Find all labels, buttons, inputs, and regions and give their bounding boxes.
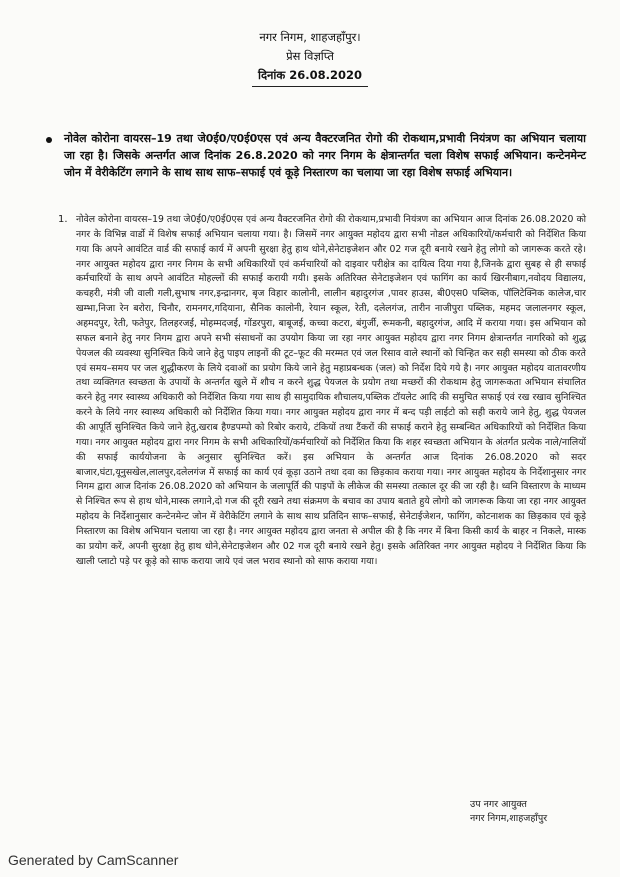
main-paragraph [58,213,586,570]
paragraph-text: नोवेल कोरोना वायरस–19 तथा जे0ई0/ए0ई0एस एवं अन्य वैक्टरजनित रोगो की रोकथाम,प्रभावी नियंत्रण का अभियान आज दिनांक 26.08.2020 को नगर के विभिन्न वार्डो में विशेष सफाई अभियान चलाया गया। है। जिसमें नगर आयुक्त महोदय द्वारा सभी नोडल अधिकारियों/कर्मचारी को निर्देशित किया गया कि अपने आवंटित वार्ड की सफाई कार्य में अपनी सुरक्षा हेतु हाथ धोने,सेनेटाइजेशन और 02 गज दूरी बनाये रखने हेतु लोगो को जागरूक करते रहे। नगर आयुक्त महोदय द्वारा नगर निगम के सभी अधिकारियों एवं कर्मचारियों को दाइवार परीक्षेत्र का दायित्व दिया गया है,जिनके द्वारा सुबह से ही सफाई कर्मचारियों के साथ अपने आवंटित मोहल्लों की सफाई करायी गयी। इसके अतिरिक्त सेनेटाइजेशन एवं फागिंग का कार्य खिरनीबाग,नवोदय विद्यालय, कचहरी, मंत्री जी वाली गली,सुभाष नगर,इन्द्रानगर, बृज विहार कालोनी, लालीन बहादुरगंज ,पावर हाउस, बी0एस0 पब्लिक, पॉलिटेक्निक कालेज,चार खम्भा,निजा रेन बरोरा, चिनौर, रामनगर,गदियाना, सैनिक कालोनी, रेयान स्कूल, रेती, दलेलगंज, तारीन नाजीपुरा पब्लिक, महमद जलालनगर स्कूल, अहमदपुर, रेती, फतेपुर, तिलहरजई, मोहम्मदजई, गोंडरपुरा, बाबूजई, कच्चा कटरा, बंगुर्जी, रूमकनी, बहादुरगंज, आदि में कराया गया। इस अभियान को सफल बनाने हेतु नगर निगम द्वारा अपने सभी संसाधनों का उपयोग किया जा रहा नगर आयुक्त महोदय द्वारा नगर निगम क्षेत्रान्तर्गत नागरिको को शुद्ध पेयजल की व्यवस्था सुनिश्चित किये जाने हेतु पाइप लाइनों की टूट–फूट की मरम्मत एवं जल रिसाव वाले स्थानों को चिन्हित कर सही समस्या को ठीक करते एवं समय–समय पर जल शुद्धीकरण के लिये दवाओं का प्रयोग किये जाने हेतु महाप्रबन्धक (जल) को निर्देश दिये गये है। नगर आयुक्त महोदय वातावरणीय तथा व्यक्तिगत स्वच्छता के उपायों के अन्तर्गत खुले में शौच न करने शुद्ध पेयजल के प्रयोग तथा मच्छरों की रोकथाम हेतु जागरूकता अभियान संचालित करने हेतु नगर स्वास्थ्य अधिकारी को निर्देशित किया गया साथ ही सामुदायिक शौचालय,पब्लिक टॉयलेट आदि की समुचित सफाई एवं रख रखाव सुनिश्चित करने के लिये नगर स्वास्थ्य अधिकारी को निर्देशित किया गया। नगर आयुक्त महोदय द्वारा नगर में बन्द पड़ी लाईटो को सही कराये जाने हेतु, शुद्ध पेयजल की आपूर्ति सुनिश्चित किये जाने हेतु,खराब हैण्डपम्पो को रिबोर कराये, टंकियों तथा टैंकरों की सफाई कराने हेतु सम्बन्धित अधिकारियों को निर्देशित किया गया। नगर आयुक्त महोदय द्वारा नगर निगम के सभी अधिकारियों/कर्मचारियों को निर्देशित किया कि शहर स्वच्छता अभियान के अंतर्गत प्रत्येक नाले/नालियों की सफाई कार्ययोजना के अनुसार सुनिश्चित करें। इस अभियान के अन्तर्गत आज दिनांक 26.08.2020 को सदर बाजार,घंटा,यूनुसखेल,लालपुर,दलेलगंज में सफाई का कार्य एवं कूड़ा उठाने तथा दवा का छिड़काव कराया गया। नगर आयुक्त महोदय के निर्देशानुसार नगर निगम द्वारा आज दिनांक 26.08.2020 को अभियान के जलापूर्ति की पाइपों के लीकेज की समस्या तत्काल दूर की जा रही है। ध्वनि विस्तारण के माध्यम से निश्चित रूप से हाथ धोने,मास्क लगाने,दो गज की दूरी रखने तथा संक्रमण के बचाव का उपाय बताते हुये लोगो को जागरूक किया जा रहा नगर आयुक्त महोदय के निर्देशानुसार कन्टेनमेन्ट जोन में वेरीकेटिंग लगाने के साथ साथ प्रतिदिन साफ–सफाई, सेनेटाईजेशन, फागिंग, कोटनाशक का छिड़काव एवं कूड़े निस्तारण का विशेष अभियान चलाया जा रहा है। नगर आयुक्त महोदय द्वारा जनता से अपील की है कि नगर में बिना किसी कार्य के बाहर न निकले, मास्क का प्रयोग करें, अपनी सुरक्षा हेतु हाथ धोने,सेनेटाइजेशन और 02 गज दूरी बनाये रखने हेतु। इसके अतिरिक्त नगर आयुक्त महोदय ने निर्देशित किया कि खाली प्लाटो पड़े पर कूड़े को साफ कराया जाये एवं जल भराव स्थानो को साफ कराया गया। [76,214,586,567]
scanner-watermark: Generated by CamScanner [8,852,179,868]
signatory-office: नगर निगम,शाहजहाँपुर [470,813,548,824]
signature-block [470,798,610,826]
bullet-icon [46,137,52,143]
signatory-title: उप नगर आयुक्त [470,799,527,810]
document-date: दिनांक 26.08.2020 [252,66,368,87]
summary-bullet [46,130,586,181]
organization-name: नगर निगम, शाहजहाँपुर। [259,30,361,44]
document-title: प्रेस विज्ञप्ति [286,49,334,63]
paragraph-number: 1. [58,214,68,225]
document-header [0,28,620,87]
summary-text: नोवेल कोरोना वायरस–19 तथा जे0ई0/ए0ई0एस एवं अन्य वैक्टरजनित रोगो की रोकथाम,प्रभावी नियंत्रण का अभियान चलाया जा रहा है। जिसके अन्तर्गत आज दिनांक 26.8.2020 को नगर निगम के क्षेत्रान्तर्गत चला विशेष सफाई अभियान। कन्टेनमेन्ट जोन में वेरीकेटिंग लगाने के साथ साथ साफ–सफाई एवं कूड़े निस्तारण का चलाया जा रहा विशेष सफाई अभियान। [64,132,586,179]
